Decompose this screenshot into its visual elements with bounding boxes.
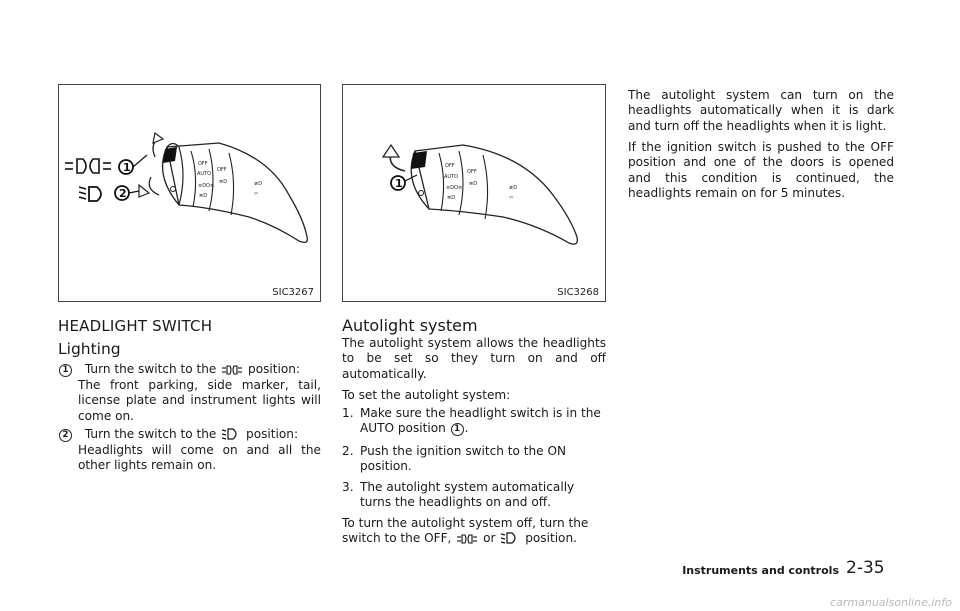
footer-section: Instruments and controls bbox=[682, 564, 839, 577]
svg-text:AUTO: AUTO bbox=[197, 171, 212, 177]
item-text: position: bbox=[248, 362, 301, 376]
autolight-para-2: If the ignition switch is pushed to the OFF position and one of the doors is opened and this condition is continued, the headlights remain on for 5 minutes. bbox=[628, 140, 894, 201]
svg-text:≣D: ≣D bbox=[199, 193, 208, 199]
svg-text:OFF: OFF bbox=[445, 163, 455, 169]
svg-text:OFF: OFF bbox=[217, 167, 227, 173]
svg-text:1: 1 bbox=[395, 177, 403, 190]
step-number: 2. bbox=[342, 444, 354, 458]
lever-illustration-autolight bbox=[343, 85, 607, 303]
item-text: Turn the switch to the bbox=[84, 427, 217, 441]
step-number: 1. bbox=[342, 406, 354, 420]
callout-number: 1 bbox=[59, 364, 72, 377]
autolight-title: Autolight system bbox=[342, 316, 478, 335]
svg-text:⇦: ⇦ bbox=[509, 195, 514, 201]
step-3 bbox=[342, 480, 354, 495]
autolight-setup: To set the autolight system: bbox=[342, 388, 511, 402]
watermark: carmanualsonline.info bbox=[830, 596, 952, 609]
svg-text:OFF: OFF bbox=[198, 161, 208, 167]
item-text: position: bbox=[246, 427, 299, 441]
step-2 bbox=[342, 444, 354, 459]
subsection-title: Lighting bbox=[58, 340, 121, 358]
figure-headlight-switch bbox=[58, 84, 321, 302]
svg-text:⇦: ⇦ bbox=[254, 191, 259, 197]
svg-text:2: 2 bbox=[119, 187, 127, 200]
headlight-icon bbox=[501, 532, 519, 544]
svg-text:≢D: ≢D bbox=[509, 185, 518, 191]
callout-number: 2 bbox=[59, 429, 72, 442]
step-2-text: Push the ignition switch to the ON position. bbox=[360, 444, 567, 474]
step-3-text: The autolight system automatically turns the headlights on and off. bbox=[360, 480, 575, 510]
svg-text:≡DO≡: ≡DO≡ bbox=[446, 185, 463, 191]
svg-text:AUTO: AUTO bbox=[444, 174, 459, 180]
svg-text:≢D: ≢D bbox=[254, 181, 263, 187]
autolight-para-1: The autolight system can turn on the headlights automatically when it is dark and turn off the headlights when it is light. bbox=[628, 88, 894, 133]
off-text: or bbox=[483, 531, 496, 546]
item-text: Turn the switch to the bbox=[84, 362, 217, 376]
lever-illustration bbox=[59, 85, 322, 303]
parking-light-icon bbox=[457, 534, 477, 544]
svg-text:≣D: ≣D bbox=[469, 181, 478, 187]
autolight-intro: The autolight system allows the headlights to be set so they turn on and off automatically. bbox=[342, 336, 606, 381]
svg-text:≣D: ≣D bbox=[447, 195, 456, 201]
section-title: HEADLIGHT SWITCH bbox=[58, 317, 213, 335]
headlight-icon bbox=[222, 428, 240, 440]
autolight-off bbox=[342, 516, 608, 547]
lighting-item-2 bbox=[58, 427, 323, 442]
svg-text:≣D: ≣D bbox=[219, 179, 228, 185]
svg-text:1: 1 bbox=[123, 161, 131, 174]
step-text: Make sure the headlight switch is in the AUTO position bbox=[360, 406, 601, 436]
figure-code: SIC3268 bbox=[557, 287, 599, 298]
page-number: 2-35 bbox=[846, 558, 885, 578]
off-text: To turn the autolight system off, turn the switch to the OFF, bbox=[342, 516, 589, 546]
step-1-text bbox=[360, 406, 606, 437]
step-text: . bbox=[464, 421, 469, 436]
off-text: position. bbox=[525, 531, 577, 546]
callout-number: 1 bbox=[451, 423, 464, 436]
figure-code: SIC3267 bbox=[272, 287, 314, 298]
step-number: 3. bbox=[342, 480, 354, 494]
parking-light-icon bbox=[222, 365, 242, 375]
lighting-item-2-desc: Headlights will come on and all the other lights remain on. bbox=[78, 443, 321, 473]
lighting-item-1 bbox=[58, 362, 323, 377]
lighting-item-1-desc: The front parking, side marker, tail, license plate and instrument lights will come on. bbox=[78, 378, 321, 423]
figure-autolight bbox=[342, 84, 606, 302]
svg-text:≡DO≡: ≡DO≡ bbox=[198, 183, 215, 189]
svg-text:OFF: OFF bbox=[467, 169, 477, 175]
